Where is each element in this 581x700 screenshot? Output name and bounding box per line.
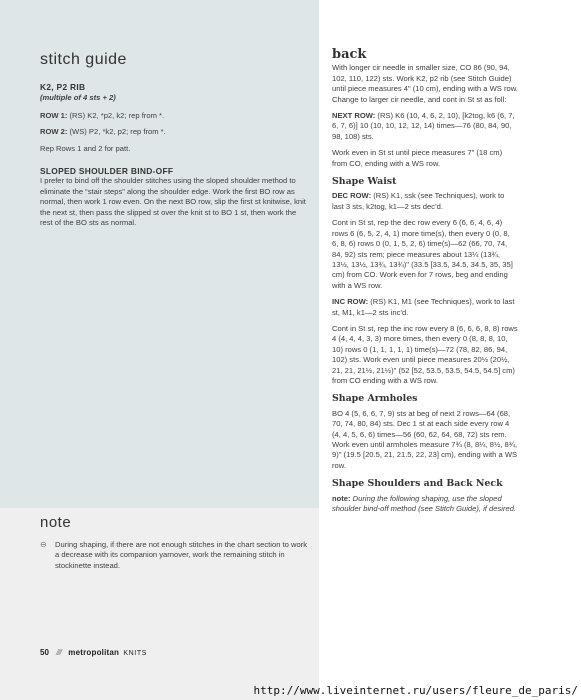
- dec-row-instruction: [332, 191, 518, 212]
- note-item-text: During shaping, if there are not enough stitches in the chart section to work a decrease with its companion yarnover, work the remaining stitch in stockinette instead.: [55, 540, 308, 570]
- footer-brand-sub: KNITS: [123, 650, 147, 657]
- shape-armholes-heading: Shape Armholes: [332, 393, 418, 405]
- footer-brand: metropolitan: [68, 648, 120, 657]
- inc-row-instruction: [332, 297, 518, 318]
- back-title: back: [332, 47, 367, 62]
- dec-continue-text: Cont in St st, rep the dec row every 6 (6, 6, 4, 6, 4) rows 6 (6, 5, 2, 4, 1) more time(s), then every 0 (0, 8, 6, 8, 6) rows 0 (0, 1, 5, 2, 6) time(s)—62 (66, 70, 74, 84, 92) sts rem; piece measures about 13¼ (13¾, 13½, 13½, 13¾, 13¾)" (33.5 [33.5, 34.5, 34.5, 35, 35] cm) from CO. Work even for 7 rows, beg and ending with a WS row.: [332, 218, 513, 290]
- row-1-text: (RS) K2, *p2, k2; rep from *.: [67, 110, 165, 120]
- back-intro: With longer cir needle in smaller size, CO 86 (90, 94, 102, 110, 122) sts. Work K2, p2 rib (see Stitch Guide) until piece measures 4" (10 cm), ending with a WS row. Change to larger cir needle, and cont in St st as foll:: [332, 63, 518, 104]
- shape-shoulders-heading: Shape Shoulders and Back Neck: [332, 478, 503, 490]
- row-2-label: ROW 2:: [40, 127, 68, 137]
- row-2-instruction: [40, 127, 308, 137]
- inc-row-text: (RS) K1, M1 (see Techniques), work to last st, M1, k1—2 sts inc’d.: [332, 297, 515, 317]
- row-1-instruction: [40, 111, 308, 121]
- dec-row-text: (RS) K1, ssk (see Techniques), work to last 3 sts, k2tog, k1—2 sts dec’d.: [332, 191, 505, 211]
- stitch-guide-panel: [0, 0, 319, 508]
- page-footer: [40, 648, 147, 657]
- next-row-text: (RS) K6 (10, 4, 6, 2, 10), [k2tog, k6 (6, 7, 6, 7, 6)] 10 (10, 10, 12, 12, 14) times—76 (80, 84, 90, 98, 108) sts.: [332, 111, 515, 141]
- circle-minus-icon: ⊖: [40, 540, 47, 549]
- row-1-label: ROW 1:: [40, 110, 68, 120]
- next-row-label: NEXT ROW:: [332, 111, 376, 121]
- footer-slashes: ////: [56, 648, 62, 657]
- shoulders-note-text: During the following shaping, use the sloped shoulder bind-off method (see Stitch Guide), if desired.: [332, 493, 517, 514]
- next-row-instruction: [332, 111, 518, 142]
- shoulders-note-label: note:: [332, 493, 351, 503]
- row-2-text: (WS) P2, *k2, p2; rep from *.: [67, 127, 166, 137]
- repeat-instruction: Rep Rows 1 and 2 for patt.: [40, 143, 131, 153]
- note-item: [40, 540, 312, 571]
- sloped-shoulder-text: I prefer to bind off the shoulder stitches using the sloped shoulder method to eliminate the “stair steps” along the shoulder edge. Work the first BO row as normal, then work 1 row even. On the next BO row, slip the first st knitwise, knit the next st, then pass the slipped st over the knit st to BO 1 st, then work the rest of the BO sts as normal.: [40, 176, 306, 228]
- watermark-url: http://www.liveinternet.ru/users/fleure_de_paris/: [253, 684, 578, 697]
- note-title: note: [40, 514, 72, 531]
- armholes-text: BO 4 (5, 6, 6, 7, 9) sts at beg of next 2 rows—64 (68, 70, 74, 80, 84) sts. Dec 1 st at each side every row 4 (4, 4, 5, 6, 6) times—56 (60, 62, 64, 68, 72) sts rem. Work even until armholes measure 7¾ (8, 8¼, 8½, 8¾, 9)" (19.5 [20.5, 21, 21.5, 22, 23] cm), ending with a WS row.: [332, 408, 518, 470]
- back-section: [332, 47, 518, 520]
- stitch-guide-title: stitch guide: [40, 51, 127, 68]
- note-panel: [0, 508, 319, 700]
- shape-waist-heading: Shape Waist: [332, 176, 397, 188]
- k2p2-multiple: (multiple of 4 sts + 2): [40, 93, 116, 103]
- sloped-shoulder-heading: SLOPED SHOULDER BIND-OFF: [40, 166, 174, 177]
- shoulders-note: [332, 494, 518, 515]
- stitch-guide-body: [40, 82, 308, 234]
- inc-row-label: INC ROW:: [332, 297, 369, 307]
- inc-continue-text: Cont in St st, rep the inc row every 8 (6, 6, 6, 8, 8) rows 4 (4, 4, 4, 3, 3) more times, then every 0 (8, 8, 8, 10, 10) rows 0 (1, 1, 1, 1, 1) time(s)—72 (78, 82, 86, 94, 102) sts. Work even until piece measures 20½ (20½, 21, 21, 21½, 21½)" (52 [52, 53.5, 53.5, 54.5, 54.5] cm) from CO ending with a WS row.: [332, 323, 518, 385]
- k2p2-rib-heading: K2, P2 RIB: [40, 82, 86, 92]
- work-even-instruction: Work even in St st until piece measures 7" (18 cm) from CO, ending with a WS row.: [332, 148, 503, 168]
- dec-row-label: DEC ROW:: [332, 191, 372, 201]
- page-number: 50: [40, 648, 49, 657]
